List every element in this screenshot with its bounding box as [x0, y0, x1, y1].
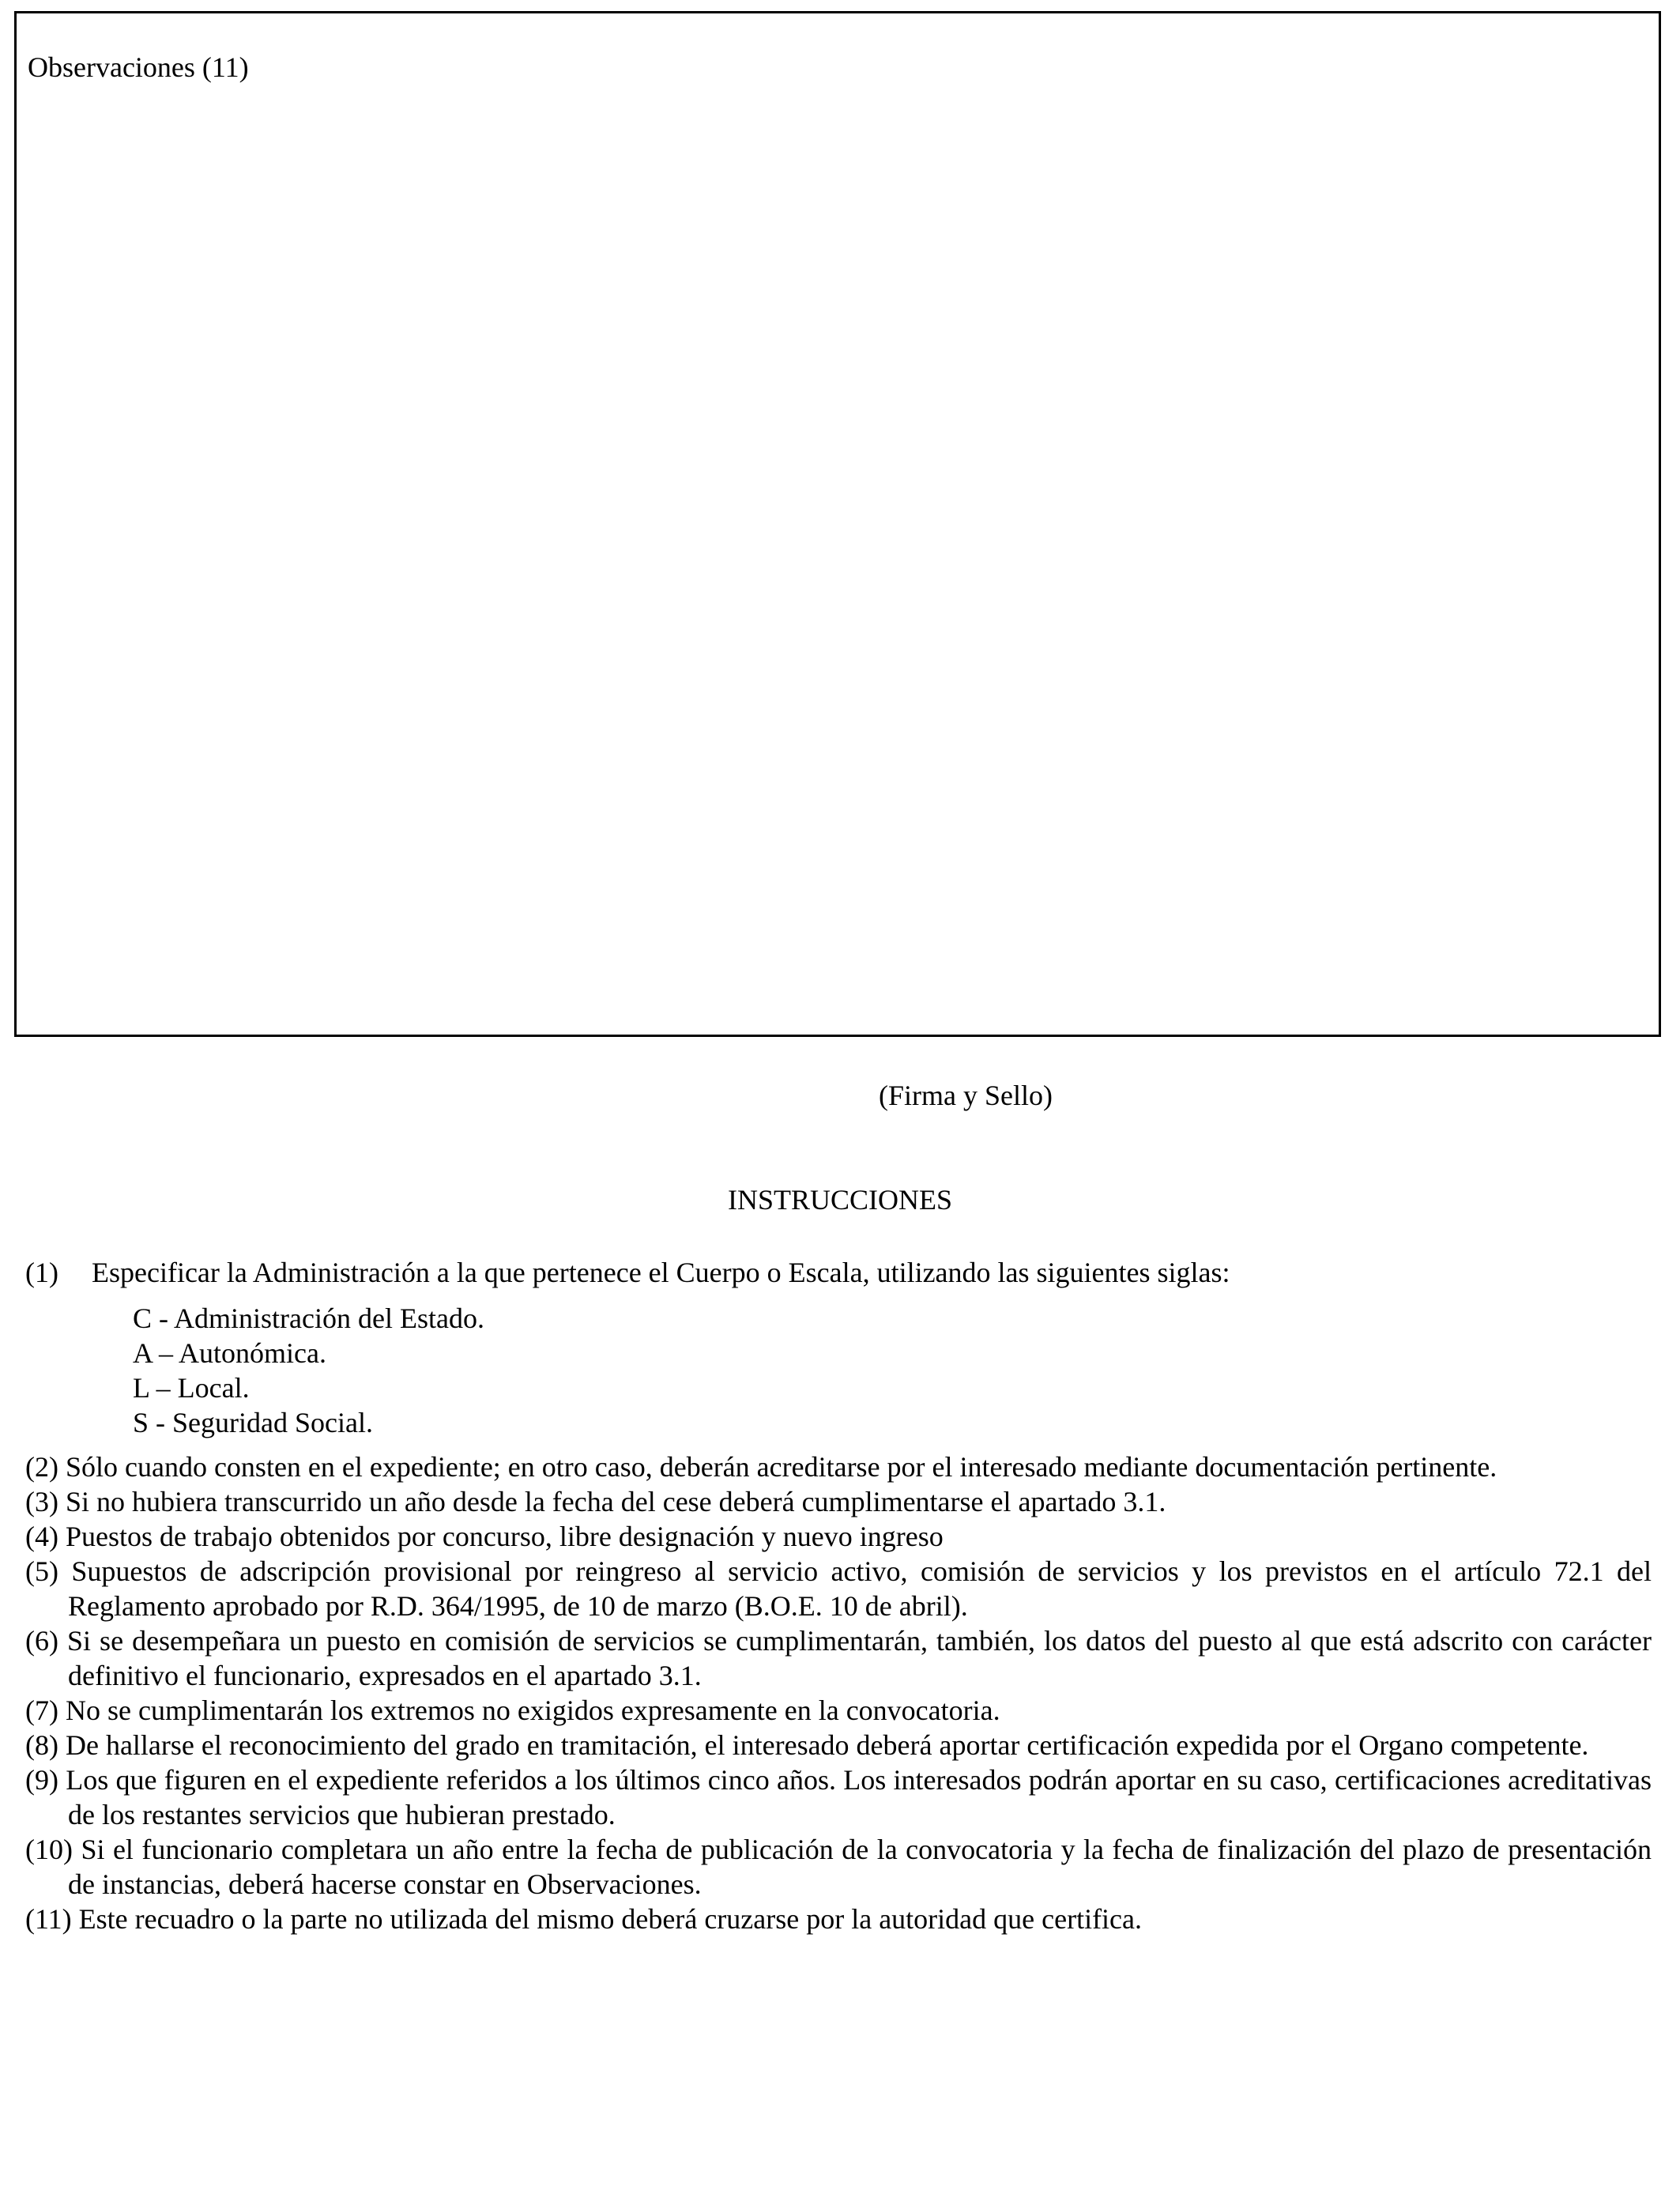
instruction-note: (4) Puestos de trabajo obtenidos por concurso, libre designación y nuevo ingreso [25, 1521, 944, 1552]
instruction-notes-list [25, 1449, 1652, 1936]
observations-label: Observaciones (11) [28, 51, 249, 83]
instruction-item-1-number: (1) [25, 1257, 58, 1288]
instruction-item-1-text: Especificar la Administración a la que pertenece el Cuerpo o Escala, utilizando las siguientes siglas: [92, 1257, 1230, 1288]
instruction-note: (6) Si se desempeñara un puesto en comisión de servicios se cumplimentarán, también, los datos del puesto al que está adscrito con carácter definitivo el funcionario, expresados en el apartado 3.1. [25, 1625, 1652, 1691]
administration-code-item: A – Autonómica. [133, 1337, 326, 1369]
instruction-note: (2) Sólo cuando consten en el expediente; en otro caso, deberán acreditarse por el interesado mediante documentación pertinente. [25, 1451, 1497, 1483]
instruction-note: (11) Este recuadro o la parte no utilizada del mismo deberá cruzarse por la autoridad que certifica. [25, 1903, 1143, 1935]
administration-code-item: C - Administración del Estado. [133, 1302, 484, 1334]
instruction-note: (7) No se cumplimentarán los extremos no exigidos expresamente en la convocatoria. [25, 1695, 1000, 1726]
instruction-item-1 [25, 1257, 1230, 1288]
signature-label: (Firma y Sello) [879, 1080, 1053, 1111]
instruction-note: (8) De hallarse el reconocimiento del grado en tramitación, el interesado deberá aportar certificación expedida por el Organo competente. [25, 1729, 1589, 1761]
instruction-note: (3) Si no hubiera transcurrido un año desde la fecha del cese deberá cumplimentarse el apartado 3.1. [25, 1486, 1166, 1517]
instruction-note: (9) Los que figuren en el expediente referidos a los últimos cinco años. Los interesados podrán aportar en su caso, certificaciones acreditativas de los restantes servicios que hubieran prestado. [25, 1764, 1652, 1830]
administration-code-list [133, 1301, 484, 1440]
instruction-note: (5) Supuestos de adscripción provisional por reingreso al servicio activo, comisión de servicios y los previstos en el artículo 72.1 del Reglamento aprobado por R.D. 364/1995, de 10 de marzo (B.O.E. 10 de abril). [25, 1555, 1652, 1622]
observations-box[interactable] [14, 11, 1661, 1037]
administration-code-item: S - Seguridad Social. [133, 1407, 373, 1438]
instruction-note: (10) Si el funcionario completara un año entre la fecha de publicación de la convocatoria y la fecha de finalización del plazo de presentación de instancias, deberá hacerse constar en Observaciones. [25, 1834, 1652, 1900]
administration-code-item: L – Local. [133, 1372, 250, 1404]
instructions-title: INSTRUCCIONES [727, 1184, 953, 1216]
